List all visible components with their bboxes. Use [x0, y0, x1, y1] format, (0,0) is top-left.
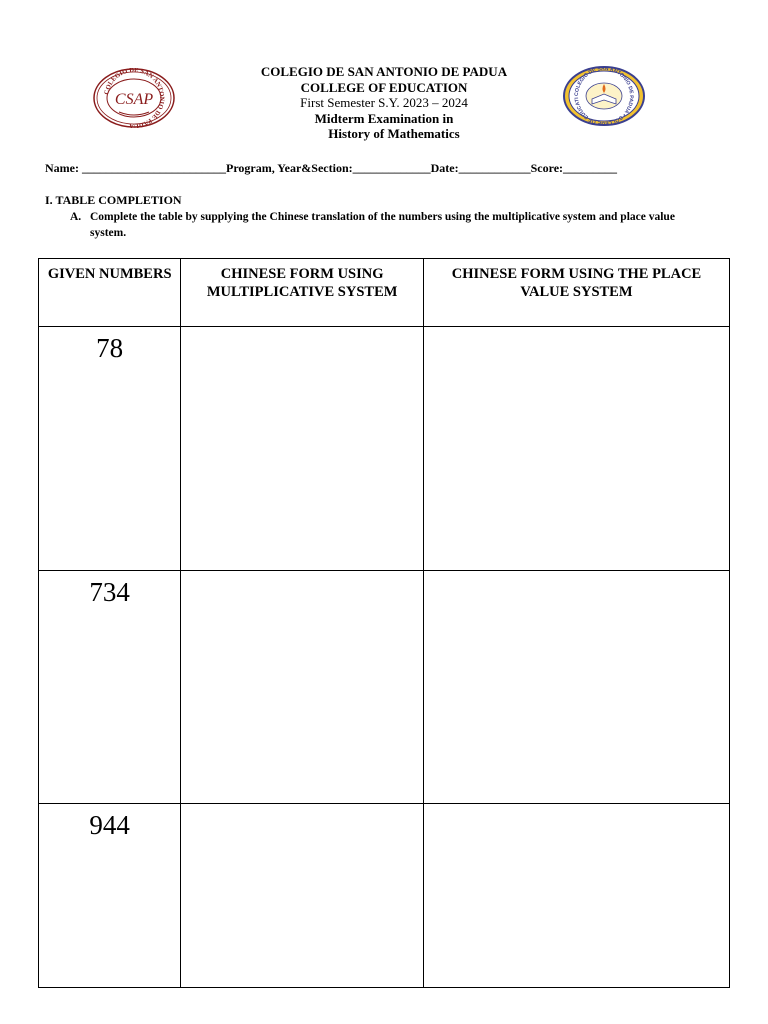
table-row — [39, 327, 730, 571]
school-name: COLEGIO DE SAN ANTONIO DE PADUA — [260, 64, 508, 79]
multiplicative-answer-cell[interactable] — [181, 571, 424, 804]
instruction-text: Complete the table by supplying the Chinese translation of the numbers using the multiplicative system and place value system. — [90, 211, 675, 239]
table-row — [39, 571, 730, 804]
student-info-line: Name: ________________________Program, Year&Section:_____________Date:____________Score:_________ — [45, 161, 618, 175]
seal-left-ring-text: COLEGIO DE SAN ANTONIO DE PADUA — [103, 68, 166, 128]
given-number-cell: 78 — [39, 327, 181, 571]
seal-left-monogram: CSAP — [114, 91, 154, 108]
college-name: COLLEGE OF EDUCATION — [300, 79, 468, 95]
instruction-letter: A. — [70, 211, 82, 223]
table-header-row — [39, 259, 730, 327]
answer-table — [38, 258, 730, 988]
semester-line: First Semester S.Y. 2023 – 2024 — [300, 95, 468, 110]
header-given-numbers: GIVEN NUMBERS — [39, 259, 181, 327]
given-number-cell: 944 — [39, 804, 181, 988]
multiplicative-answer-cell[interactable] — [181, 804, 424, 988]
given-number-cell: 734 — [39, 571, 181, 804]
document-header — [0, 64, 768, 142]
table-row — [39, 804, 730, 988]
place-value-answer-cell[interactable] — [423, 327, 729, 571]
seal-right-ring-text: COLEGIO DE SAN ANTONIO DE PADUA • COLLEGE OF EDUCATI — [573, 66, 635, 126]
header-multiplicative: CHINESE FORM USING MULTIPLICATIVE SYSTEM — [181, 259, 424, 327]
multiplicative-answer-cell[interactable] — [181, 327, 424, 571]
place-value-answer-cell[interactable] — [423, 804, 729, 988]
section-title: I. TABLE COMPLETION — [45, 193, 182, 207]
instruction-block — [70, 209, 710, 241]
subject-title: History of Mathematics — [328, 126, 460, 141]
place-value-answer-cell[interactable] — [423, 571, 729, 804]
header-place-value: CHINESE FORM USING THE PLACE VALUE SYSTEM — [423, 259, 729, 327]
exam-title: Midterm Examination in — [314, 110, 454, 126]
